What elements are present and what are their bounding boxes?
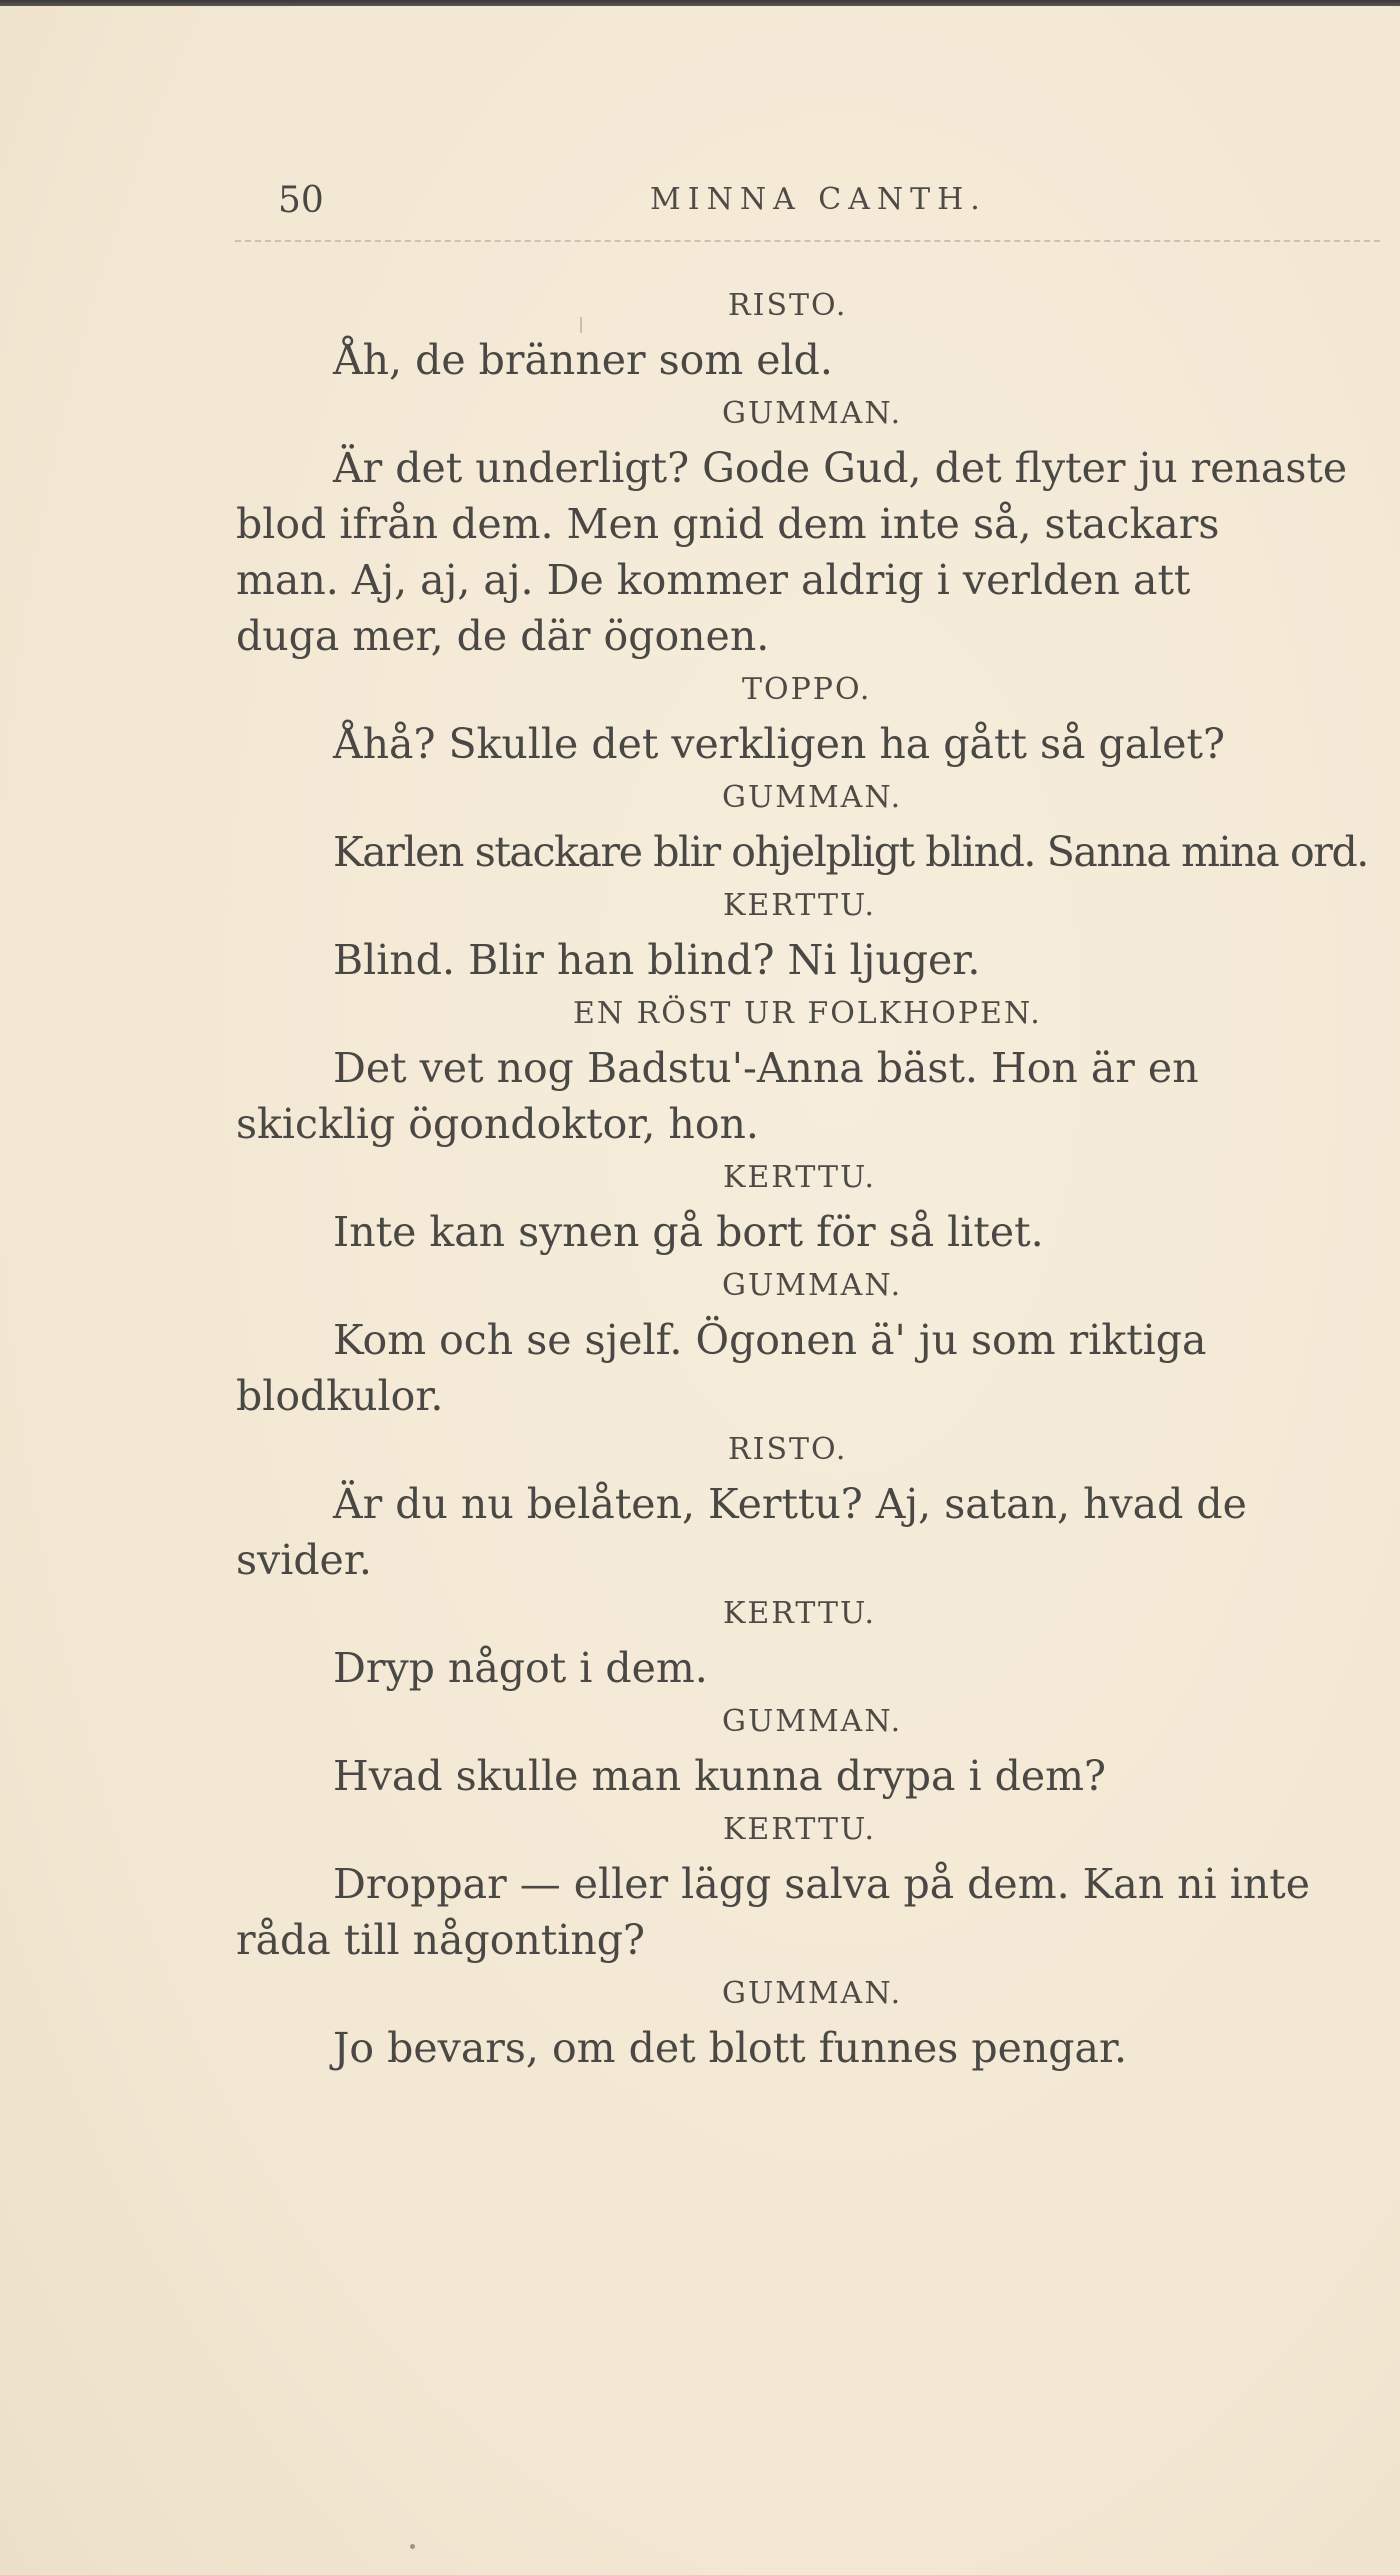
- dialogue-line: skicklig ögondoktor, hon.: [236, 1100, 759, 1148]
- speaker-name: RISTO.: [728, 288, 848, 323]
- speaker-name: GUMMAN.: [722, 1268, 903, 1303]
- dialogue-line: Är du nu belåten, Kerttu? Aj, satan, hvad de: [333, 1480, 1247, 1528]
- dialogue-line: Blind. Blir han blind? Ni ljuger.: [333, 936, 981, 984]
- header-rule: [235, 240, 1380, 242]
- speaker-name: KERTTU.: [723, 1160, 877, 1195]
- speaker-name: TOPPO.: [742, 672, 872, 707]
- dialogue-line: Hvad skulle man kunna drypa i dem?: [333, 1752, 1106, 1800]
- dialogue-line: svider.: [236, 1536, 372, 1584]
- page-speck: [580, 317, 582, 333]
- speaker-name: GUMMAN.: [722, 1976, 903, 2011]
- running-head: [0, 180, 1400, 230]
- dialogue-line: blod ifrån dem. Men gnid dem inte så, stackars: [236, 500, 1220, 548]
- dialogue-line: Åhå? Skulle det verkligen ha gått så galet?: [333, 720, 1225, 768]
- dialogue-line: Kom och se sjelf. Ögonen ä' ju som riktiga: [333, 1316, 1207, 1364]
- speaker-name: RISTO.: [728, 1432, 848, 1467]
- running-title: MINNA CANTH.: [650, 182, 987, 217]
- dialogue-line: Är det underligt? Gode Gud, det flyter ju renaste: [333, 444, 1348, 492]
- dialogue-line: Karlen stackare blir ohjelpligt blind. Sanna mina ord.: [333, 828, 1368, 876]
- dialogue-line: Det vet nog Badstu'-Anna bäst. Hon är en: [333, 1044, 1199, 1092]
- speaker-name: GUMMAN.: [722, 396, 903, 431]
- page-number: 50: [278, 180, 324, 221]
- dialogue-line: Dryp något i dem.: [333, 1644, 708, 1692]
- dialogue-line: man. Aj, aj, aj. De kommer aldrig i verlden att: [236, 556, 1191, 604]
- speaker-name: KERTTU.: [723, 1812, 877, 1847]
- dialogue-line: råda till någonting?: [236, 1916, 646, 1964]
- dialogue-line: blodkulor.: [236, 1372, 444, 1420]
- speaker-name: EN RÖST UR FOLKHOPEN.: [573, 996, 1042, 1031]
- page-speck: [410, 2544, 415, 2549]
- speaker-name: KERTTU.: [723, 888, 877, 923]
- dialogue-line: Inte kan synen gå bort för så litet.: [333, 1208, 1044, 1256]
- play-text: [0, 280, 1400, 2076]
- dialogue-line: Åh, de bränner som eld.: [333, 336, 833, 384]
- dialogue-line: Jo bevars, om det blott funnes pengar.: [333, 2024, 1128, 2072]
- speaker-name: GUMMAN.: [722, 1704, 903, 1739]
- page-top-edge: [0, 0, 1400, 6]
- dialogue-line: Droppar — eller lägg salva på dem. Kan ni inte: [333, 1860, 1310, 1908]
- dialogue-line: duga mer, de där ögonen.: [236, 612, 770, 660]
- speaker-name: KERTTU.: [723, 1596, 877, 1631]
- speaker-name: GUMMAN.: [722, 780, 903, 815]
